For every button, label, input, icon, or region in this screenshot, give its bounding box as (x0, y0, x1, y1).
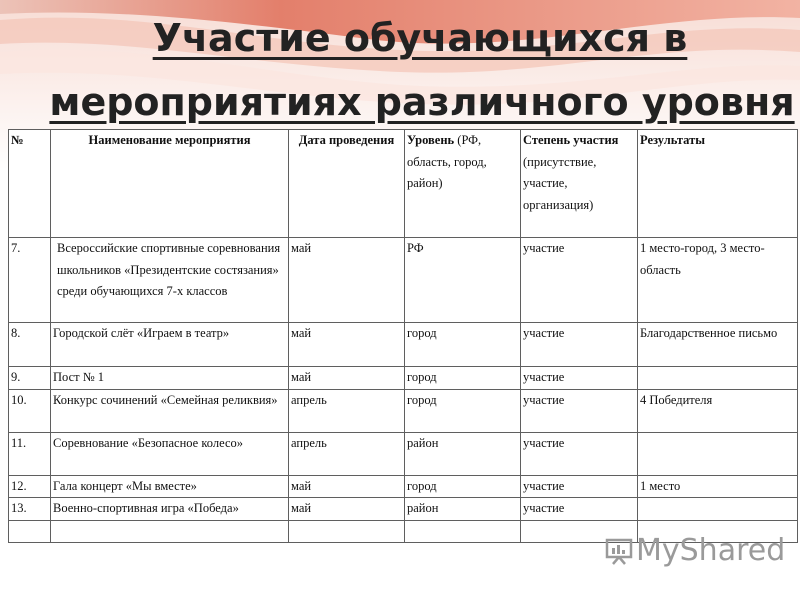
table-row (9, 389, 798, 432)
cell-level: РФ (405, 238, 521, 323)
watermark (604, 533, 785, 568)
cell-level: город (405, 389, 521, 432)
cell-degree: участие (521, 498, 638, 521)
cell-result: 1 место (638, 475, 798, 498)
header-level-bold: Уровень (407, 133, 455, 147)
watermark-text: MyShared (636, 533, 786, 568)
cell-name: Соревнование «Безопасное колесо» (51, 432, 289, 475)
header-degree-bold: Степень участия (523, 133, 619, 147)
cell-name: Городской слёт «Играем в театр» (51, 323, 289, 367)
cell-name: Конкурс сочинений «Семейная реликвия» (51, 389, 289, 432)
cell-num: 10. (9, 389, 51, 432)
cell-level (405, 520, 521, 542)
cell-degree: участие (521, 432, 638, 475)
table-row (9, 323, 798, 367)
cell-result (638, 498, 798, 521)
cell-degree: участие (521, 389, 638, 432)
table-row (9, 498, 798, 521)
cell-level: город (405, 475, 521, 498)
cell-date: май (289, 238, 405, 323)
table-header-row (9, 130, 798, 238)
cell-degree: участие (521, 323, 638, 367)
cell-name (51, 520, 289, 542)
cell-name: Гала концерт «Мы вместе» (51, 475, 289, 498)
cell-num: 9. (9, 367, 51, 390)
cell-date (289, 520, 405, 542)
header-name: Наименование мероприятия (51, 130, 289, 238)
cell-date: апрель (289, 432, 405, 475)
presentation-icon (604, 536, 634, 566)
cell-result: Благодарственное письмо (638, 323, 798, 367)
table-row (9, 238, 798, 323)
cell-num: 11. (9, 432, 51, 475)
cell-name: Пост № 1 (51, 367, 289, 390)
cell-name: Военно-спортивная игра «Победа» (51, 498, 289, 521)
cell-num: 13. (9, 498, 51, 521)
table-row (9, 475, 798, 498)
header-date: Дата проведения (289, 130, 405, 238)
cell-degree: участие (521, 367, 638, 390)
cell-date: апрель (289, 389, 405, 432)
cell-name: Всероссийские спортивные соревнования школьников «Президентские состязания» среди обучающихся 7-х классов (51, 238, 289, 323)
header-num: № (9, 130, 51, 238)
cell-level: город (405, 367, 521, 390)
table-row (9, 432, 798, 475)
cell-num: 12. (9, 475, 51, 498)
cell-date: май (289, 475, 405, 498)
page-title-line1: Участие обучающихся в (152, 16, 688, 60)
header-degree-rest: (присутствие, участие, организация) (523, 154, 597, 212)
cell-num (9, 520, 51, 542)
cell-degree: участие (521, 238, 638, 323)
header-level (405, 130, 521, 238)
cell-date: май (289, 367, 405, 390)
cell-date: май (289, 498, 405, 521)
header-degree (521, 130, 638, 238)
table-row (9, 367, 798, 390)
cell-result (638, 432, 798, 475)
cell-degree: участие (521, 475, 638, 498)
cell-num: 8. (9, 323, 51, 367)
cell-level: город (405, 323, 521, 367)
cell-date: май (289, 323, 405, 367)
cell-level: район (405, 432, 521, 475)
cell-result (638, 367, 798, 390)
cell-result: 1 место-город, 3 место-область (638, 238, 798, 323)
events-table (8, 129, 798, 543)
header-results: Результаты (638, 130, 798, 238)
header-level-rest: (РФ, область, город, район) (407, 133, 487, 190)
cell-result: 4 Победителя (638, 389, 798, 432)
cell-level: район (405, 498, 521, 521)
page-title-line2: мероприятиях различного уровня (49, 80, 795, 124)
cell-num: 7. (9, 238, 51, 323)
